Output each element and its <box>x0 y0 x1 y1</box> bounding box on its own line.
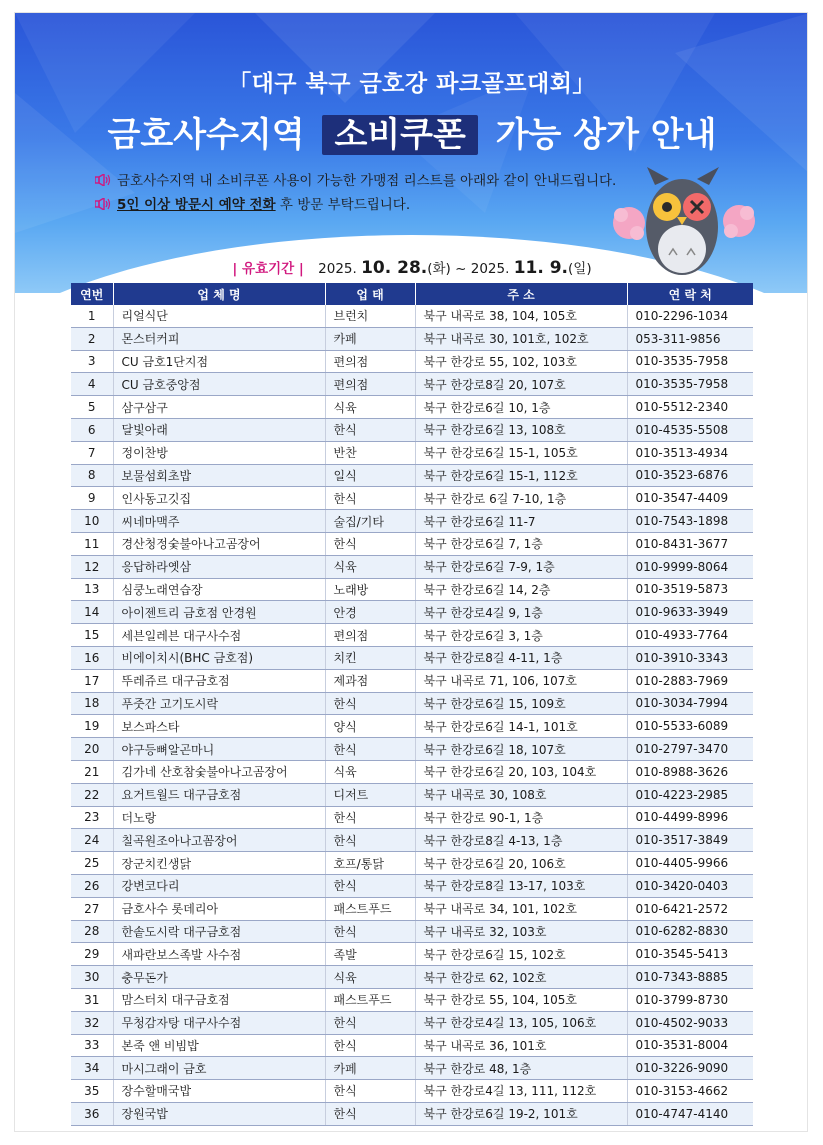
cell-address: 북구 내곡로 34, 101, 102호 <box>415 897 627 920</box>
cell-contact: 010-3226-9090 <box>627 1057 753 1080</box>
table-body <box>71 305 753 1125</box>
cell-number: 12 <box>71 555 113 578</box>
table-row <box>71 1034 753 1057</box>
cell-store-name: 새파란보스족발 사수점 <box>113 943 325 966</box>
cell-number: 3 <box>71 350 113 373</box>
cell-contact: 010-5512-2340 <box>627 396 753 419</box>
header-contact: 연 락 처 <box>627 283 753 305</box>
cell-business-type: 한식 <box>325 806 415 829</box>
table-row <box>71 418 753 441</box>
cell-number: 14 <box>71 601 113 624</box>
cell-contact: 010-7343-8885 <box>627 966 753 989</box>
cell-business-type: 한식 <box>325 874 415 897</box>
cell-business-type: 식육 <box>325 760 415 783</box>
cell-business-type: 식육 <box>325 555 415 578</box>
cell-address: 북구 한강로6길 19-2, 101호 <box>415 1102 627 1125</box>
table-row <box>71 783 753 806</box>
cell-store-name: 마시그래이 금호 <box>113 1057 325 1080</box>
cell-number: 8 <box>71 464 113 487</box>
cell-number: 19 <box>71 715 113 738</box>
cell-business-type: 안경 <box>325 601 415 624</box>
cell-store-name: 보물섬회초밥 <box>113 464 325 487</box>
cell-store-name: 인사동고깃집 <box>113 487 325 510</box>
table-row <box>71 396 753 419</box>
table-row <box>71 646 753 669</box>
cell-address: 북구 한강로 62, 102호 <box>415 966 627 989</box>
cell-number: 28 <box>71 920 113 943</box>
cell-address: 북구 내곡로 30, 108호 <box>415 783 627 806</box>
cell-number: 22 <box>71 783 113 806</box>
cell-contact: 010-4223-2985 <box>627 783 753 806</box>
cell-store-name: 뚜레쥬르 대구금호점 <box>113 669 325 692</box>
cell-number: 10 <box>71 510 113 533</box>
cell-business-type: 한식 <box>325 738 415 761</box>
cell-address: 북구 한강로6길 7, 1층 <box>415 532 627 555</box>
cell-contact: 010-4933-7764 <box>627 624 753 647</box>
cell-store-name: 더노랑 <box>113 806 325 829</box>
table-row <box>71 920 753 943</box>
title-highlight: 소비쿠폰 <box>322 115 477 155</box>
cell-store-name: 충무돈가 <box>113 966 325 989</box>
table-row <box>71 943 753 966</box>
store-table <box>71 283 753 1126</box>
cell-contact: 010-2797-3470 <box>627 738 753 761</box>
cell-number: 34 <box>71 1057 113 1080</box>
cell-store-name: CU 금호중앙점 <box>113 373 325 396</box>
cell-store-name: 삼구삼구 <box>113 396 325 419</box>
cell-business-type: 디저트 <box>325 783 415 806</box>
cell-address: 북구 한강로4길 13, 105, 106호 <box>415 1011 627 1034</box>
cell-address: 북구 내곡로 30, 101호, 102호 <box>415 327 627 350</box>
cell-contact: 010-4747-4140 <box>627 1102 753 1125</box>
cell-business-type: 편의점 <box>325 624 415 647</box>
table-row <box>71 1102 753 1125</box>
table-row <box>71 1057 753 1080</box>
cell-store-name: 야구등뼈알곤마니 <box>113 738 325 761</box>
cell-store-name: 경산청정숯불아나고곰장어 <box>113 532 325 555</box>
cell-business-type: 식육 <box>325 966 415 989</box>
cell-address: 북구 한강로6길 13, 108호 <box>415 418 627 441</box>
header-business-type: 업 태 <box>325 283 415 305</box>
table-row <box>71 305 753 327</box>
cell-business-type: 일식 <box>325 464 415 487</box>
table-row <box>71 601 753 624</box>
table-row <box>71 988 753 1011</box>
table-row <box>71 532 753 555</box>
cell-number: 29 <box>71 943 113 966</box>
cell-store-name: 보스파스타 <box>113 715 325 738</box>
header-store-name: 업 체 명 <box>113 283 325 305</box>
cell-contact: 010-3799-8730 <box>627 988 753 1011</box>
cell-store-name: 심쿵노래연습장 <box>113 578 325 601</box>
cell-business-type: 패스트푸드 <box>325 897 415 920</box>
cell-business-type: 양식 <box>325 715 415 738</box>
notice-1 <box>95 169 616 189</box>
cell-contact: 010-8431-3677 <box>627 532 753 555</box>
table-row <box>71 373 753 396</box>
cell-number: 6 <box>71 418 113 441</box>
cell-address: 북구 내곡로 71, 106, 107호 <box>415 669 627 692</box>
cell-number: 5 <box>71 396 113 419</box>
period-separator: ~ <box>450 261 471 277</box>
table-row <box>71 966 753 989</box>
cell-store-name: 요거트월드 대구금호점 <box>113 783 325 806</box>
event-subtitle: 「대구 북구 금호강 파크골프대회」 <box>228 71 596 97</box>
table-row <box>71 738 753 761</box>
cell-business-type: 치킨 <box>325 646 415 669</box>
poster <box>14 12 808 1132</box>
table-row <box>71 624 753 647</box>
notice-1-text: 금호사수지역 내 소비쿠폰 사용이 가능한 가맹점 리스트를 아래와 같이 안내드립니다. <box>117 173 617 189</box>
cell-business-type: 술집/기타 <box>325 510 415 533</box>
cell-store-name: 한솥도시락 대구금호점 <box>113 920 325 943</box>
cell-contact: 010-4405-9966 <box>627 852 753 875</box>
cell-contact: 010-4502-9033 <box>627 1011 753 1034</box>
cell-contact: 010-3547-4409 <box>627 487 753 510</box>
cell-business-type: 편의점 <box>325 350 415 373</box>
cell-store-name: CU 금호1단지점 <box>113 350 325 373</box>
cell-business-type: 한식 <box>325 1011 415 1034</box>
cell-contact: 010-6421-2572 <box>627 897 753 920</box>
cell-address: 북구 한강로4길 13, 111, 112호 <box>415 1080 627 1103</box>
cell-business-type: 한식 <box>325 1034 415 1057</box>
header-number: 연번 <box>71 283 113 305</box>
table-row <box>71 487 753 510</box>
table-row <box>71 350 753 373</box>
cell-business-type: 한식 <box>325 829 415 852</box>
table-row <box>71 692 753 715</box>
cell-contact: 010-3535-7958 <box>627 373 753 396</box>
table-row <box>71 1011 753 1034</box>
cell-contact: 010-3517-3849 <box>627 829 753 852</box>
cell-number: 17 <box>71 669 113 692</box>
cell-address: 북구 한강로6길 15-1, 105호 <box>415 441 627 464</box>
cell-store-name: 강변코다리 <box>113 874 325 897</box>
cell-store-name: 칠곡원조아나고꼼장어 <box>113 829 325 852</box>
cell-number: 1 <box>71 305 113 327</box>
period-end-date: 11. 9. <box>513 258 569 278</box>
cell-number: 9 <box>71 487 113 510</box>
speaker-icon <box>95 174 111 186</box>
cell-business-type: 한식 <box>325 532 415 555</box>
cell-store-name: 정이찬방 <box>113 441 325 464</box>
table-row <box>71 760 753 783</box>
cell-business-type: 족발 <box>325 943 415 966</box>
period-start-date: 10. 28. <box>361 258 428 278</box>
cell-address: 북구 한강로 55, 104, 105호 <box>415 988 627 1011</box>
notice-2 <box>95 193 410 213</box>
title-prefix: 금호사수지역 <box>107 115 305 155</box>
table-row <box>71 441 753 464</box>
cell-address: 북구 한강로8길 13-17, 103호 <box>415 874 627 897</box>
page-title <box>15 107 808 156</box>
cell-number: 2 <box>71 327 113 350</box>
table-row <box>71 829 753 852</box>
cell-store-name: 무청감자탕 대구사수점 <box>113 1011 325 1034</box>
table-row <box>71 874 753 897</box>
cell-contact: 010-3513-4934 <box>627 441 753 464</box>
cell-contact: 010-3420-0403 <box>627 874 753 897</box>
table-row <box>71 327 753 350</box>
cell-contact: 010-2883-7969 <box>627 669 753 692</box>
cell-business-type: 한식 <box>325 487 415 510</box>
cell-contact: 010-3531-8004 <box>627 1034 753 1057</box>
cell-contact: 010-8988-3626 <box>627 760 753 783</box>
cell-store-name: 응답하라옛삼 <box>113 555 325 578</box>
cell-address: 북구 한강로6길 14, 2층 <box>415 578 627 601</box>
cell-store-name: 푸줏간 고기도시락 <box>113 692 325 715</box>
cell-contact: 010-2296-1034 <box>627 305 753 327</box>
cell-number: 30 <box>71 966 113 989</box>
cell-number: 24 <box>71 829 113 852</box>
cell-business-type: 카페 <box>325 327 415 350</box>
cell-number: 16 <box>71 646 113 669</box>
cell-address: 북구 한강로8길 4-11, 1층 <box>415 646 627 669</box>
period-label: | 유효기간 | <box>232 261 304 277</box>
cell-business-type: 식육 <box>325 396 415 419</box>
cell-store-name: 리얼식단 <box>113 305 325 327</box>
cell-address: 북구 한강로 55, 102, 103호 <box>415 350 627 373</box>
cell-contact: 010-9999-8064 <box>627 555 753 578</box>
cell-business-type: 패스트푸드 <box>325 988 415 1011</box>
notice-2-text: 후 방문 부탁드립니다. <box>275 197 411 213</box>
cell-business-type: 노래방 <box>325 578 415 601</box>
cell-store-name: 본죽 앤 비빔밥 <box>113 1034 325 1057</box>
cell-number: 13 <box>71 578 113 601</box>
cell-address: 북구 내곡로 38, 104, 105호 <box>415 305 627 327</box>
cell-address: 북구 한강로6길 15, 102호 <box>415 943 627 966</box>
cell-address: 북구 내곡로 32, 103호 <box>415 920 627 943</box>
cell-address: 북구 한강로6길 11-7 <box>415 510 627 533</box>
table-row <box>71 852 753 875</box>
cell-number: 27 <box>71 897 113 920</box>
cell-store-name: 김가네 산호참숯불아나고곰장어 <box>113 760 325 783</box>
table-row <box>71 464 753 487</box>
cell-store-name: 금호사수 롯데리아 <box>113 897 325 920</box>
cell-business-type: 편의점 <box>325 373 415 396</box>
cell-store-name: 장원국밥 <box>113 1102 325 1125</box>
cell-number: 25 <box>71 852 113 875</box>
cell-number: 15 <box>71 624 113 647</box>
cell-address: 북구 한강로8길 20, 107호 <box>415 373 627 396</box>
cell-store-name: 맘스터치 대구금호점 <box>113 988 325 1011</box>
cell-number: 23 <box>71 806 113 829</box>
cell-contact: 053-311-9856 <box>627 327 753 350</box>
cell-address: 북구 한강로 90-1, 1층 <box>415 806 627 829</box>
title-suffix: 가능 상가 안내 <box>495 115 717 155</box>
cell-contact: 010-3545-5413 <box>627 943 753 966</box>
cell-contact: 010-3519-5873 <box>627 578 753 601</box>
cell-address: 북구 한강로 48, 1층 <box>415 1057 627 1080</box>
cell-business-type: 한식 <box>325 920 415 943</box>
cell-contact: 010-7543-1898 <box>627 510 753 533</box>
cell-business-type: 한식 <box>325 1080 415 1103</box>
table-row <box>71 806 753 829</box>
cell-number: 20 <box>71 738 113 761</box>
cell-business-type: 브런치 <box>325 305 415 327</box>
cell-business-type: 한식 <box>325 692 415 715</box>
cell-contact: 010-5533-6089 <box>627 715 753 738</box>
cell-contact: 010-3535-7958 <box>627 350 753 373</box>
cell-contact: 010-3523-6876 <box>627 464 753 487</box>
speaker-icon <box>95 198 111 210</box>
cell-address: 북구 한강로6길 14-1, 101호 <box>415 715 627 738</box>
cell-number: 35 <box>71 1080 113 1103</box>
cell-business-type: 제과점 <box>325 669 415 692</box>
cell-store-name: 몬스터커피 <box>113 327 325 350</box>
cell-address: 북구 한강로8길 4-13, 1층 <box>415 829 627 852</box>
cell-number: 18 <box>71 692 113 715</box>
cell-contact: 010-3034-7994 <box>627 692 753 715</box>
notice-2-emphasis: 5인 이상 방문시 예약 전화 <box>117 197 276 213</box>
period-start-year: 2025. <box>318 261 357 277</box>
cell-business-type: 한식 <box>325 1102 415 1125</box>
header-address: 주 소 <box>415 283 627 305</box>
period-end-day: (일) <box>568 261 592 277</box>
cell-contact: 010-4499-8996 <box>627 806 753 829</box>
cell-contact: 010-4535-5508 <box>627 418 753 441</box>
cell-address: 북구 한강로6길 20, 103, 104호 <box>415 760 627 783</box>
table-row <box>71 510 753 533</box>
cell-address: 북구 한강로 6길 7-10, 1층 <box>415 487 627 510</box>
cell-number: 31 <box>71 988 113 1011</box>
cell-store-name: 장군치킨생닭 <box>113 852 325 875</box>
cell-address: 북구 한강로6길 15-1, 112호 <box>415 464 627 487</box>
cell-address: 북구 한강로6길 15, 109호 <box>415 692 627 715</box>
cell-number: 21 <box>71 760 113 783</box>
cell-store-name: 비에이치시(BHC 금호점) <box>113 646 325 669</box>
cell-address: 북구 한강로6길 7-9, 1층 <box>415 555 627 578</box>
cell-contact: 010-9633-3949 <box>627 601 753 624</box>
period-start-day: (화) <box>427 261 451 277</box>
cell-contact: 010-3153-4662 <box>627 1080 753 1103</box>
cell-address: 북구 한강로6길 18, 107호 <box>415 738 627 761</box>
cell-address: 북구 한강로6길 3, 1층 <box>415 624 627 647</box>
validity-period <box>15 257 808 278</box>
cell-store-name: 달빛아래 <box>113 418 325 441</box>
cell-store-name: 씨네마맥주 <box>113 510 325 533</box>
cell-number: 32 <box>71 1011 113 1034</box>
table-row <box>71 578 753 601</box>
table-row <box>71 897 753 920</box>
cell-store-name: 세븐일레븐 대구사수점 <box>113 624 325 647</box>
cell-number: 33 <box>71 1034 113 1057</box>
cell-number: 11 <box>71 532 113 555</box>
table-row <box>71 669 753 692</box>
table-row <box>71 555 753 578</box>
cell-contact: 010-6282-8830 <box>627 920 753 943</box>
period-end-year: 2025. <box>470 261 510 277</box>
cell-number: 7 <box>71 441 113 464</box>
cell-number: 4 <box>71 373 113 396</box>
cell-number: 36 <box>71 1102 113 1125</box>
table-row <box>71 1080 753 1103</box>
cell-address: 북구 내곡로 36, 101호 <box>415 1034 627 1057</box>
cell-business-type: 카페 <box>325 1057 415 1080</box>
cell-store-name: 아이젠트리 금호점 안경원 <box>113 601 325 624</box>
cell-business-type: 호프/통닭 <box>325 852 415 875</box>
cell-address: 북구 한강로6길 20, 106호 <box>415 852 627 875</box>
cell-contact: 010-3910-3343 <box>627 646 753 669</box>
cell-number: 26 <box>71 874 113 897</box>
cell-store-name: 장수할매국밥 <box>113 1080 325 1103</box>
cell-address: 북구 한강로6길 10, 1층 <box>415 396 627 419</box>
table-header-row <box>71 283 753 305</box>
table-row <box>71 715 753 738</box>
cell-address: 북구 한강로4길 9, 1층 <box>415 601 627 624</box>
cell-business-type: 한식 <box>325 418 415 441</box>
cell-business-type: 반찬 <box>325 441 415 464</box>
